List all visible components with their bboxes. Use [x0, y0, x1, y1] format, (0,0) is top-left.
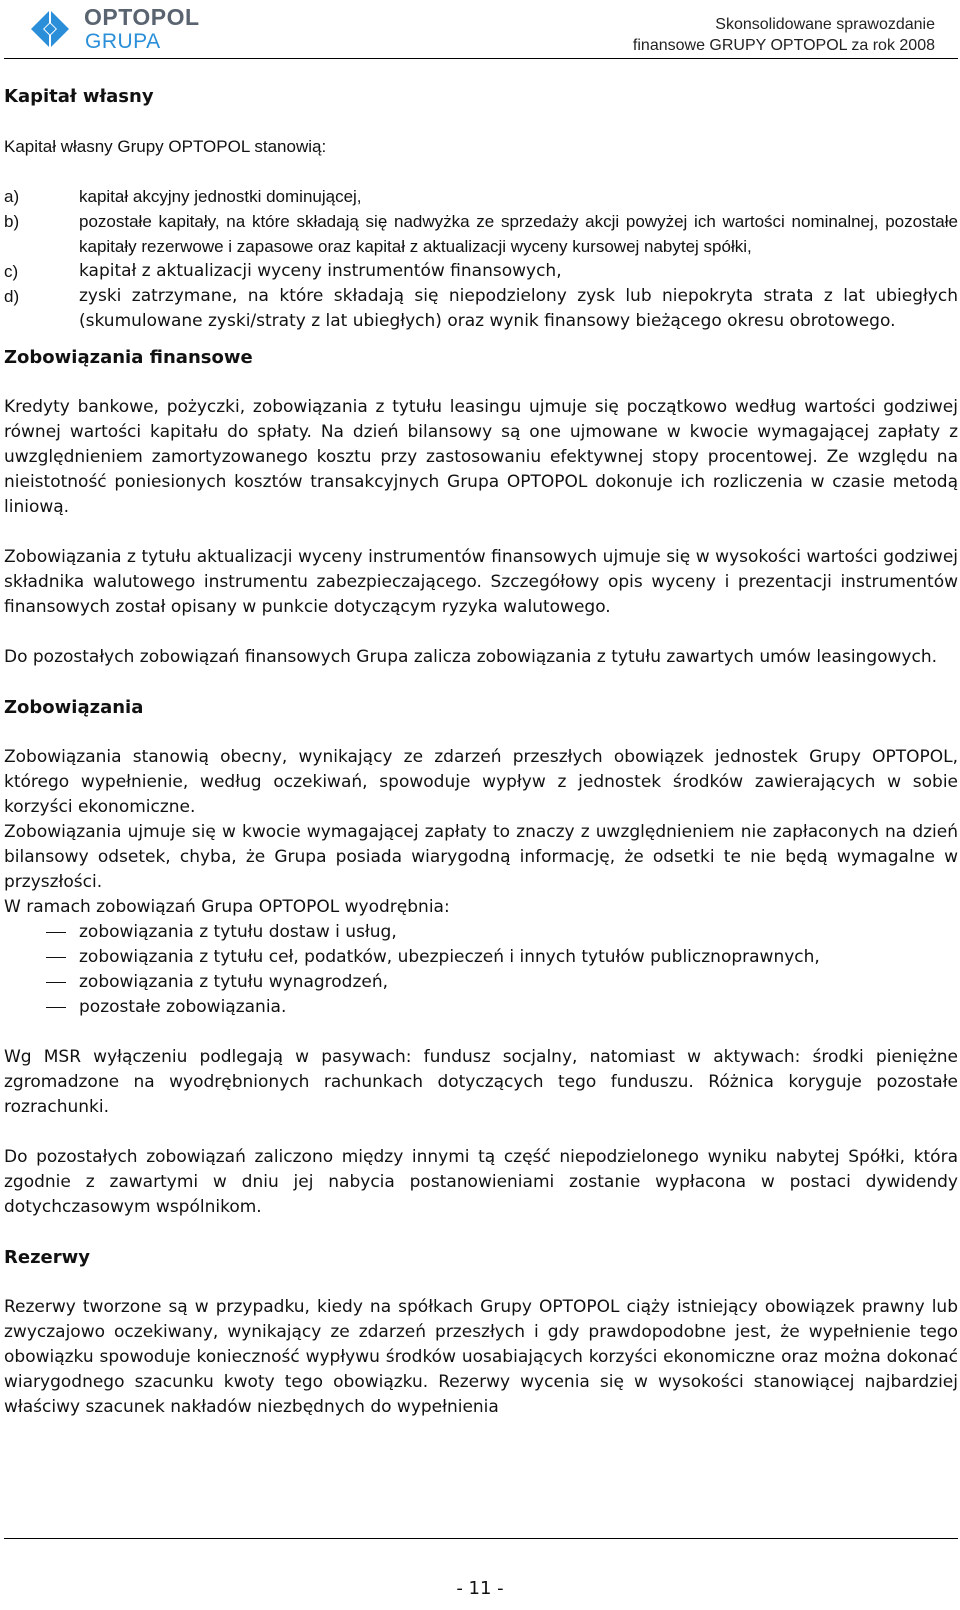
page-number: - 11 - [456, 1578, 504, 1599]
list-item [4, 920, 958, 945]
list-label: a) [4, 187, 20, 206]
list-label: b) [4, 212, 20, 231]
dash-bullet [4, 970, 79, 995]
company-logo [27, 5, 227, 53]
zob-paragraph-4: Wg MSR wyłączeniu podlegają w pasywach: fundusz socjalny, natomiast w aktywach: środki pieniężne zgromadzone na wyodrębnionych rachunkach dotyczących tego funduszu. Różnica koryguje pozostałe rozrachunki. [4, 1047, 958, 1117]
document-title-line1: Skonsolidowane sprawozdanie [715, 16, 935, 33]
zob-paragraph-2: Zobowiązania ujmuje się w kwocie wymagającej zapłaty to znaczy z uwzględnieniem nie zapłaconych na dzień bilansowy odsetek, chyba, że Grupa posiada wiarygodną informację, że odsetki te nie będą wymagalne w przyszłości. [4, 822, 958, 892]
dash-bullet [4, 995, 79, 1020]
list-item [4, 284, 958, 334]
list-text: pozostałe kapitały, na które składają się nadwyżka ze sprzedaży akcji powyżej ich wartości nominalnej, pozostałe kapitały rezerwowe i zapasowe oraz kapitał z aktualizacji wyceny kursowej nabytej spółki, [79, 212, 958, 256]
dash-bullet [4, 920, 79, 945]
document-title [633, 14, 935, 56]
list-text: zobowiązania z tytułu dostaw i usług, [79, 922, 397, 942]
zob-paragraph-3: W ramach zobowiązań Grupa OPTOPOL wyodrębnia: [4, 897, 450, 917]
zob-dash-list [4, 920, 958, 1020]
heading-zobowiazania-finansowe: Zobowiązania finansowe [4, 347, 253, 368]
zob-paragraph-1: Zobowiązania stanowią obecny, wynikający ze zdarzeń przeszłych obowiązek jednostek Grupy OPTOPOL, którego wypełnienie, według oczekiwań, spowoduje wypływ z jednostek środków zawierających w sobie korzyści ekonomiczne. [4, 747, 958, 817]
header-divider [4, 58, 958, 59]
footer-divider [4, 1538, 958, 1539]
rezerwy-paragraph-1: Rezerwy tworzone są w przypadku, kiedy na spółkach Grupy OPTOPOL ciąży istniejący obowiązek prawny lub zwyczajowo oczekiwany, wynikający ze zdarzeń przeszłych i gdy prawdopodobne jest, że wypełnienie tego obowiązku spowoduje konieczność wypływu środków uosabiających korzyści ekonomiczne oraz można dokonać wiarygodnego szacunku kwoty tego obowiązku. Rezerwy wycenia się w wysokości stanowiącej najbardziej właściwy szacunek nakładów niezbędnych do wypełnienia [4, 1297, 958, 1417]
list-item [4, 970, 958, 995]
document-title-line2: finansowe GRUPY OPTOPOL za rok 2008 [632, 37, 935, 54]
logo-name: OPTOPOL [84, 4, 200, 30]
list-text: kapitał z aktualizacji wyceny instrumentów finansowych, [79, 261, 562, 281]
dash-bullet [4, 945, 79, 970]
list-text: zyski zatrzymane, na które składają się niepodzielony zysk lub niepokryta strata z lat ubiegłych (skumulowane zyski/straty z lat ubiegłych) oraz wynik finansowy bieżącego okresu obrotowego. [79, 286, 958, 331]
zob-paragraph-5: Do pozostałych zobowiązań zaliczono między innymi tą część niepodzielonego wyniku nabytej Spółki, która zgodnie z zawartymi w dniu jej nabycia postanowieniami zostanie wypłacona w postaci dywidendy dotychczasowym wspólnikom. [4, 1147, 958, 1217]
list-label: c) [4, 262, 19, 281]
list-item [4, 184, 958, 209]
list-item [4, 945, 958, 970]
list-text: zobowiązania z tytułu ceł, podatków, ubezpieczeń i innych tytułów publicznoprawnych, [79, 947, 820, 967]
zob-fin-paragraph-3: Do pozostałych zobowiązań finansowych Grupa zalicza zobowiązania z tytułu zawartych umów leasingowych. [4, 647, 937, 667]
zob-fin-paragraph-1: Kredyty bankowe, pożyczki, zobowiązania z tytułu leasingu ujmuje się początkowo według wartości godziwej równej wartości kapitału do spłaty. Na dzień bilansowy są one ujmowane w kwocie wymagającej zapłaty z uwzględnieniem zamortyzowanego kosztu przy zastosowaniu efektywnej stopy procentowej. Ze względu na nieistotność poniesionych kosztów transakcyjnych Grupa OPTOPOL dokonuje ich rozliczenia w czasie metodą liniową. [4, 397, 958, 517]
heading-rezerwy: Rezerwy [4, 1247, 90, 1268]
list-item [4, 209, 958, 259]
logo-mark-icon [27, 7, 73, 51]
list-label: d) [4, 287, 20, 306]
kapital-intro: Kapitał własny Grupy OPTOPOL stanowią: [4, 137, 327, 156]
heading-zobowiazania: Zobowiązania [4, 697, 144, 718]
list-text: kapitał akcyjny jednostki dominującej, [79, 187, 362, 206]
list-text: pozostałe zobowiązania. [79, 997, 287, 1017]
heading-kapital: Kapitał własny [4, 86, 154, 107]
kapital-list [4, 184, 958, 334]
page-header [0, 0, 960, 60]
list-text: zobowiązania z tytułu wynagrodzeń, [79, 972, 389, 992]
document-body [4, 84, 958, 1420]
logo-subtitle: GRUPA [85, 30, 161, 53]
list-item [4, 259, 958, 284]
list-item [4, 995, 958, 1020]
zob-fin-paragraph-2: Zobowiązania z tytułu aktualizacji wyceny instrumentów finansowych ujmuje się w wysokości wartości godziwej składnika walutowego instrumentu zabezpieczającego. Szczegółowy opis wyceny i prezentacji instrumentów finansowych został opisany w punkcie dotyczącym ryzyka walutowego. [4, 547, 958, 617]
